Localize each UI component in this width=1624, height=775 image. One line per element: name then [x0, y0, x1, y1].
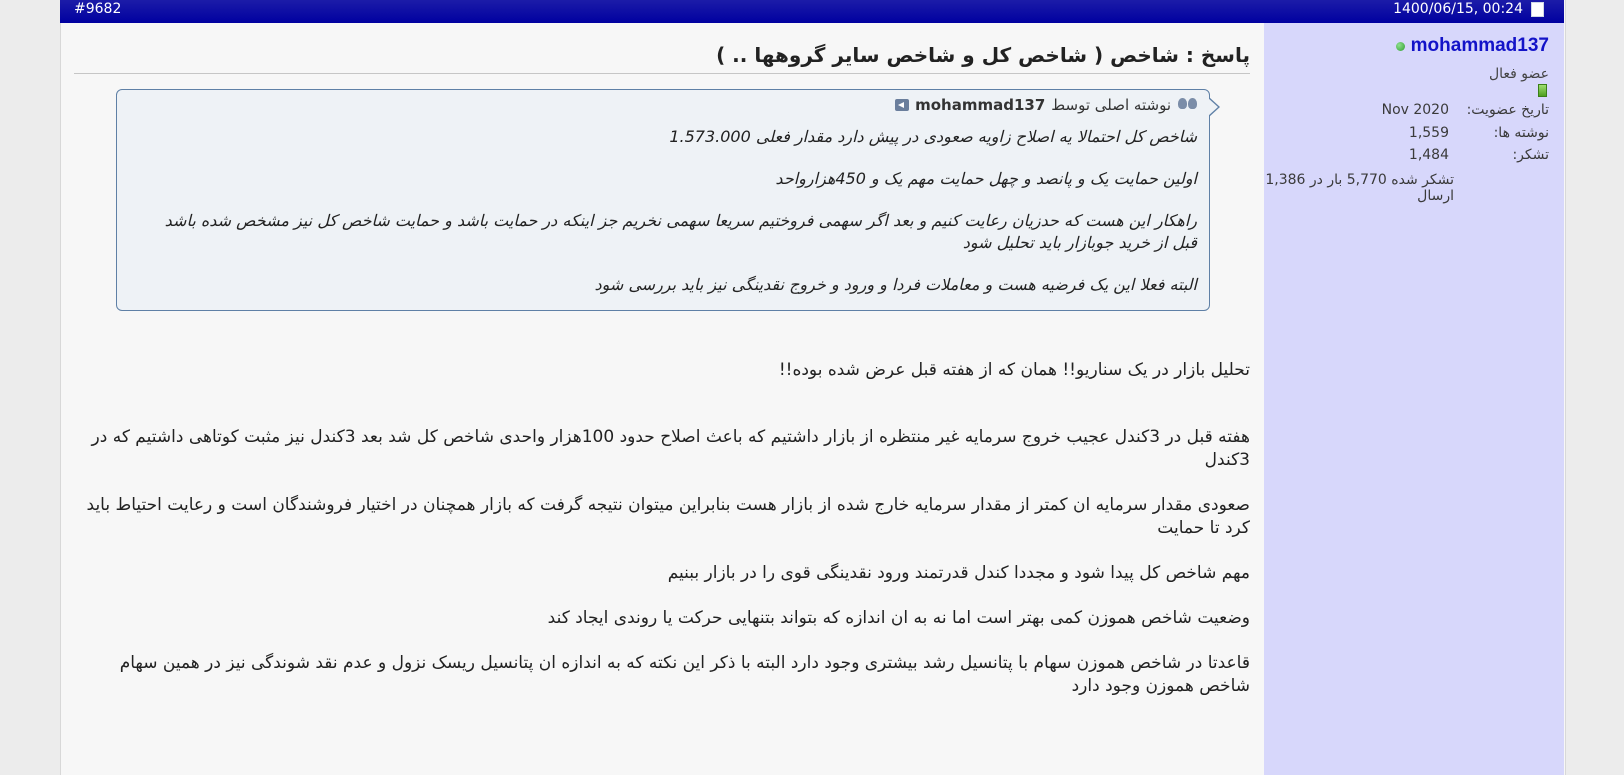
- quote-pointer: [1209, 97, 1220, 117]
- thanked-count-text: تشکر شده 5,770 بار در 1,386 ارسال: [1265, 172, 1454, 204]
- quote-paragraph: شاخص کل احتمالا یه اصلاح زاویه صعودی در پیش دارد مقدار فعلی 1.573.000: [669, 127, 1197, 146]
- post-paragraph: هفته قبل در 3کندل عجیب خروج سرمایه غیر منتظره از بازار داشتیم که باعث اصلاح حدود 100هزار واحدی شاخص کل شد بعد 3کندل نیز مثبت کوتاهی داشتیم که در 3کندل: [91, 427, 1250, 470]
- thanks-label: تشکر:: [1512, 147, 1549, 163]
- quote-body: [137, 126, 1197, 316]
- thanks-value: 1,484: [1408, 147, 1449, 163]
- quote-box: [116, 89, 1210, 311]
- post-paragraph: مهم شاخص کل پیدا شود و مجددا کندل قدرتمند ورود نقدینگی قوی را در بازار ببنیم: [667, 563, 1250, 583]
- title-divider: [74, 73, 1250, 74]
- quote-icon: [1177, 98, 1197, 112]
- quote-paragraph: البته فعلا این یک فرضیه هست و معاملات فردا و ورود و خروج نقدینگی نیز باید بررسی شود: [594, 275, 1197, 294]
- join-date-label: تاریخ عضویت:: [1466, 102, 1549, 118]
- post-paragraph: صعودی مقدار سرمایه ان کمتر از مقدار سرمایه خارج شده از بازار هست بنابراین میتوان نتیجه گرفت که بازار همچنان در اختیار فروشندگان است و رعایت احتیاط باید کرد تا حمایت: [86, 495, 1250, 538]
- thanks-row: [1409, 147, 1549, 163]
- post-title: پاسخ : شاخص ( شاخص کل و شاخص سایر گروهها .. ): [716, 43, 1250, 67]
- post-paragraph: وضعیت شاخص هموزن کمی بهتر است اما نه به ان اندازه که بتواند بتنهایی حرکت یا روندی ایجاد کند: [547, 608, 1250, 628]
- quote-prefix: نوشته اصلی توسط: [1051, 96, 1171, 114]
- view-post-icon[interactable]: [895, 99, 909, 111]
- user-title: عضو فعال: [1488, 66, 1549, 82]
- username-link[interactable]: mohammad137: [1410, 35, 1549, 56]
- quote-paragraph: اولین حمایت یک و پانصد و چهل حمایت مهم یک و 450هزارواحد: [775, 169, 1197, 188]
- post-page-icon: [1531, 2, 1544, 17]
- posts-value: 1,559: [1408, 125, 1449, 141]
- post-paragraph: قاعدتا در شاخص هموزن سهام با پتانسیل رشد بیشتری وجود دارد البته با ذکر این نکته که به اندازه ان پتانسیل ریسک نزول و عدم نقد شوندگی نیز در همین سهام شاخص هموزن وجود دارد: [119, 653, 1250, 696]
- reputation-icon[interactable]: [1538, 84, 1547, 97]
- posts-row: [1409, 125, 1549, 141]
- join-date-value: Nov 2020: [1381, 102, 1449, 118]
- quote-author: mohammad137: [915, 96, 1046, 114]
- online-status-icon: [1396, 42, 1405, 51]
- post-body: [74, 359, 1250, 720]
- post-date-wrap: [1393, 1, 1544, 17]
- posts-label: نوشته ها:: [1493, 125, 1549, 141]
- quote-header: [895, 96, 1197, 114]
- post-date: 1400/06/15, 00:24: [1393, 1, 1523, 17]
- post-number-link[interactable]: #9682: [74, 1, 122, 17]
- user-info-sidebar: [1264, 23, 1564, 775]
- username-row: [1396, 35, 1549, 57]
- join-date-row: [1382, 102, 1549, 118]
- post-paragraph: تحلیل بازار در یک سناریو!! همان که از هفته قبل عرض شده بوده!!: [778, 360, 1250, 380]
- quote-paragraph: راهکار این هست که حدزیان رعایت کنیم و بعد اگر سهمی فروختیم سریعا سهمی نخریم جز اینکه در حمایت باشد و حمایت شاخص کل نیز مشخص شده باشد قبل از خرید جوبازار باید تحلیل شود: [164, 211, 1197, 252]
- post-header-bar: [60, 0, 1564, 23]
